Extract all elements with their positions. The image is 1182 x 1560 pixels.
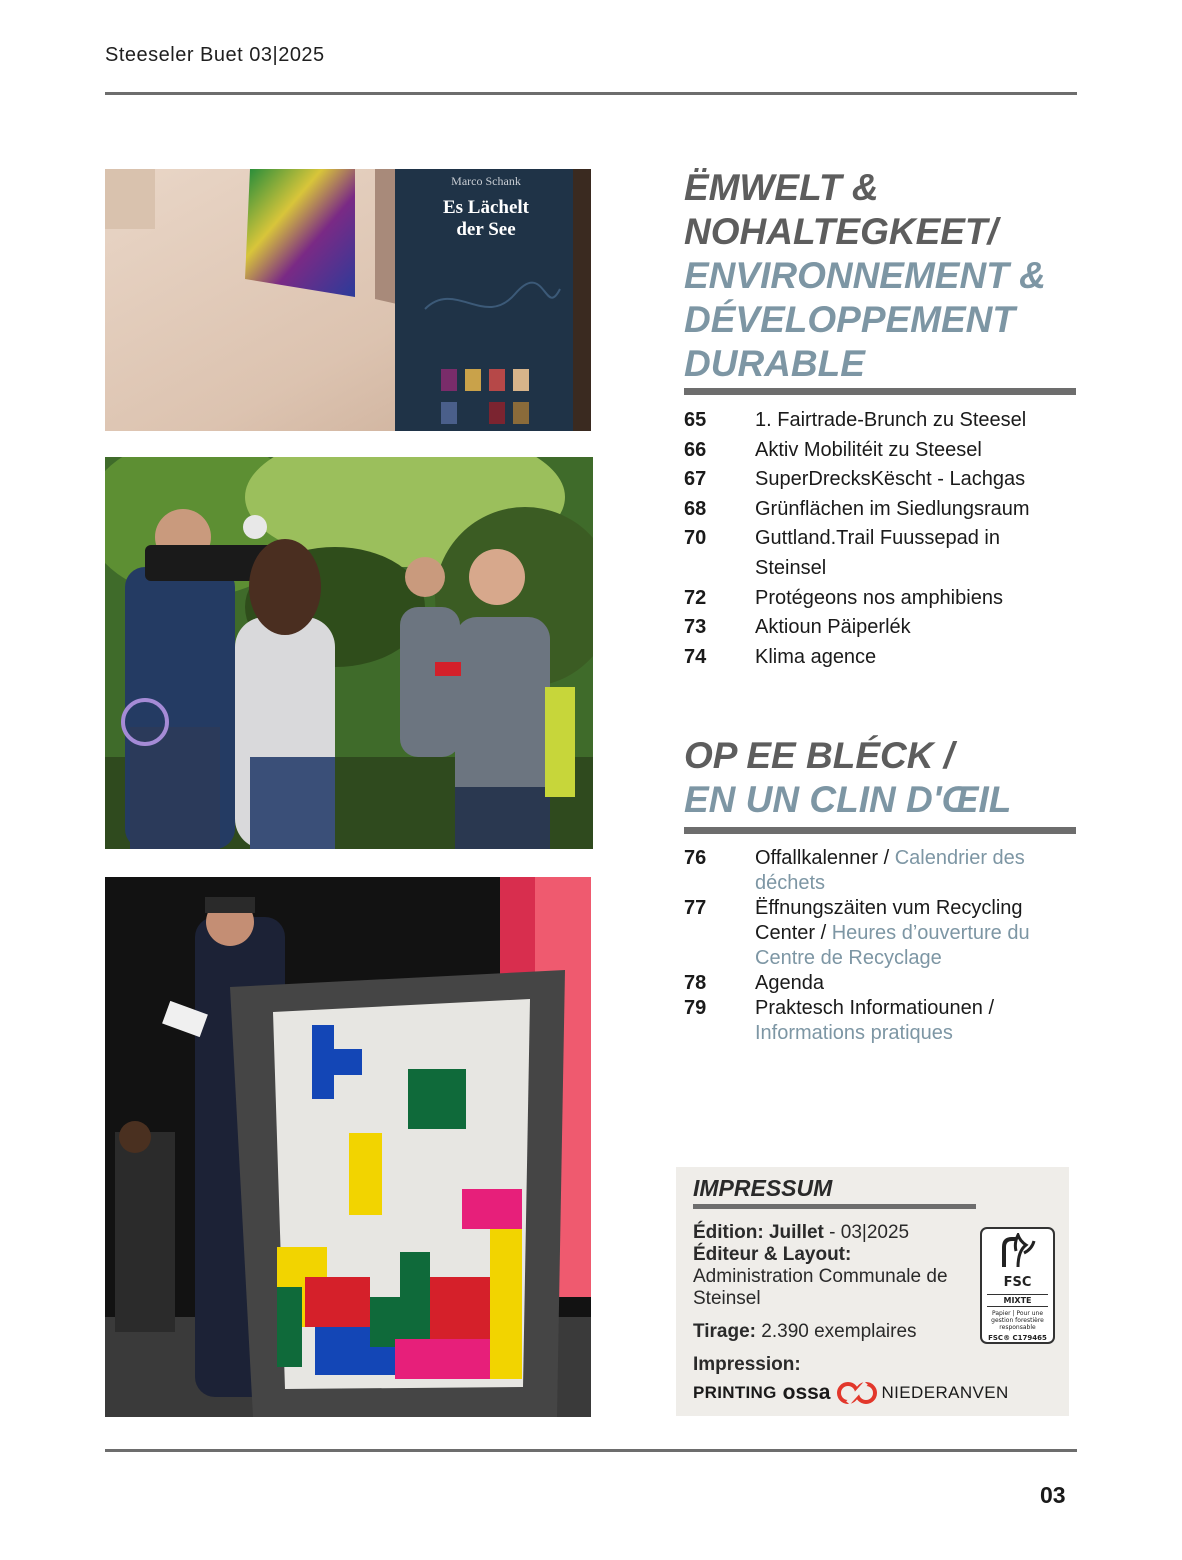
editor-value: Administration Communale de Steinsel <box>693 1266 948 1309</box>
poster-author: Marco Schank <box>451 174 521 188</box>
edition-label: Édition: Juillet <box>693 1222 824 1243</box>
toc-title: Grünflächen im Siedlungsraum <box>755 497 1030 520</box>
toc-page: 76 <box>684 847 707 869</box>
printer-name-2: ossa <box>782 1381 831 1404</box>
impression-label: Impression: <box>693 1354 801 1375</box>
toc-title-fr: Informations pratiques <box>755 1022 953 1044</box>
printer-logo <box>693 1381 1009 1405</box>
photo-interview <box>105 457 593 849</box>
toc-title-fr: Calendrier des déchets <box>755 847 1025 894</box>
toc-title: Guttland.Trail Fuussepad in Steinsel <box>755 527 1000 579</box>
heading-fr: EN UN CLIN D'ŒIL <box>684 779 1012 820</box>
toc-title: SuperDrecksKëscht - Lachgas <box>755 468 1026 491</box>
impressum-box <box>676 1167 1069 1416</box>
toc-title: Agenda <box>755 972 824 994</box>
fsc-tree-icon <box>996 1233 1040 1271</box>
toc-row[interactable] <box>684 495 1076 525</box>
toc-title: Klima agence <box>755 645 877 668</box>
section-heading-overview <box>684 734 1076 822</box>
editor-label: Éditeur & Layout: <box>693 1244 852 1265</box>
heading-lu-line-2: NOHALTEGKEET/ <box>684 211 998 252</box>
heading-fr-line-2: DÉVELOPPEMENT <box>684 299 1015 340</box>
section2-rule <box>684 827 1076 834</box>
fsc-mixte: MIXTE <box>987 1294 1048 1307</box>
edition-value: - 03|2025 <box>823 1222 910 1243</box>
toc-row[interactable] <box>684 613 1076 643</box>
toc-page: 68 <box>684 497 707 520</box>
header-rule <box>105 92 1077 95</box>
toc-title: Aktiv Mobilitéit zu Steesel <box>755 438 982 461</box>
toc-overview <box>684 846 1076 1046</box>
toc-row[interactable] <box>684 896 1076 971</box>
impressum-heading: IMPRESSUM <box>693 1175 833 1201</box>
toc-page: 67 <box>684 468 707 491</box>
page-number: 03 <box>1040 1482 1066 1508</box>
toc-row[interactable] <box>684 406 1076 436</box>
toc-title-fr: Heures d’ouverture du Centre de Recyclage <box>755 922 1030 969</box>
fsc-label <box>980 1227 1055 1344</box>
toc-title: Aktioun Päiperlék <box>755 616 911 639</box>
heading-fr-line-3: DURABLE <box>684 343 865 384</box>
toc-row[interactable] <box>684 584 1076 614</box>
toc-title: Offallkalenner / <box>755 847 895 869</box>
toc-page: 73 <box>684 616 707 639</box>
magazine-title: Steeseler Buet 03|2025 <box>105 44 325 66</box>
heading-lu: OP EE BLÉCK / <box>684 735 955 776</box>
impressum-rule <box>693 1204 976 1209</box>
toc-row[interactable] <box>684 971 1076 996</box>
toc-page: 74 <box>684 645 707 668</box>
tirage-label: Tirage: <box>693 1321 757 1342</box>
footer-rule <box>105 1449 1077 1452</box>
toc-title: Protégeons nos amphibiens <box>755 586 1003 609</box>
toc-row[interactable] <box>684 996 1076 1046</box>
toc-page: 78 <box>684 972 707 994</box>
toc-page: 65 <box>684 409 707 431</box>
toc-environment <box>684 406 1076 672</box>
toc-row[interactable] <box>684 436 1076 466</box>
toc-page: 66 <box>684 438 707 461</box>
printer-name-1: PRINTING <box>693 1383 777 1402</box>
tirage-value: 2.390 exemplaires <box>756 1321 917 1342</box>
toc-page: 72 <box>684 586 707 609</box>
toc-page: 77 <box>684 897 707 919</box>
toc-page: 79 <box>684 997 707 1019</box>
ossa-logo-icon <box>836 1381 878 1405</box>
fsc-name: FSC <box>1003 1275 1032 1290</box>
toc-row[interactable] <box>684 524 1076 583</box>
impressum-body <box>693 1222 973 1376</box>
toc-title: Ëffnungszäiten vum Recycling Center / <box>755 897 1023 944</box>
toc-row[interactable] <box>684 643 1076 673</box>
heading-fr-line-1: ENVIRONNEMENT & <box>684 255 1046 296</box>
printer-name-3: NIEDERANVEN <box>881 1383 1009 1402</box>
fsc-desc: Papier | Pour une gestion forestière responsable <box>991 1310 1044 1331</box>
toc-page: 70 <box>684 527 707 550</box>
toc-row[interactable] <box>684 465 1076 495</box>
photo-speech-tetris <box>105 877 591 1417</box>
section-heading-environment <box>684 166 1076 386</box>
heading-lu-line-1: ËMWELT & <box>684 167 879 208</box>
toc-row[interactable] <box>684 846 1076 896</box>
fsc-code: FSC® C179465 <box>988 1334 1047 1342</box>
toc-title: 1. Fairtrade-Brunch zu Steesel <box>755 409 1027 431</box>
poster-title-2: der See <box>456 219 516 240</box>
photo-book-poster <box>105 169 591 431</box>
toc-title: Praktesch Informatiounen / <box>755 997 995 1019</box>
poster-title-1: Es Lächelt <box>442 197 530 218</box>
section1-rule <box>684 388 1076 395</box>
